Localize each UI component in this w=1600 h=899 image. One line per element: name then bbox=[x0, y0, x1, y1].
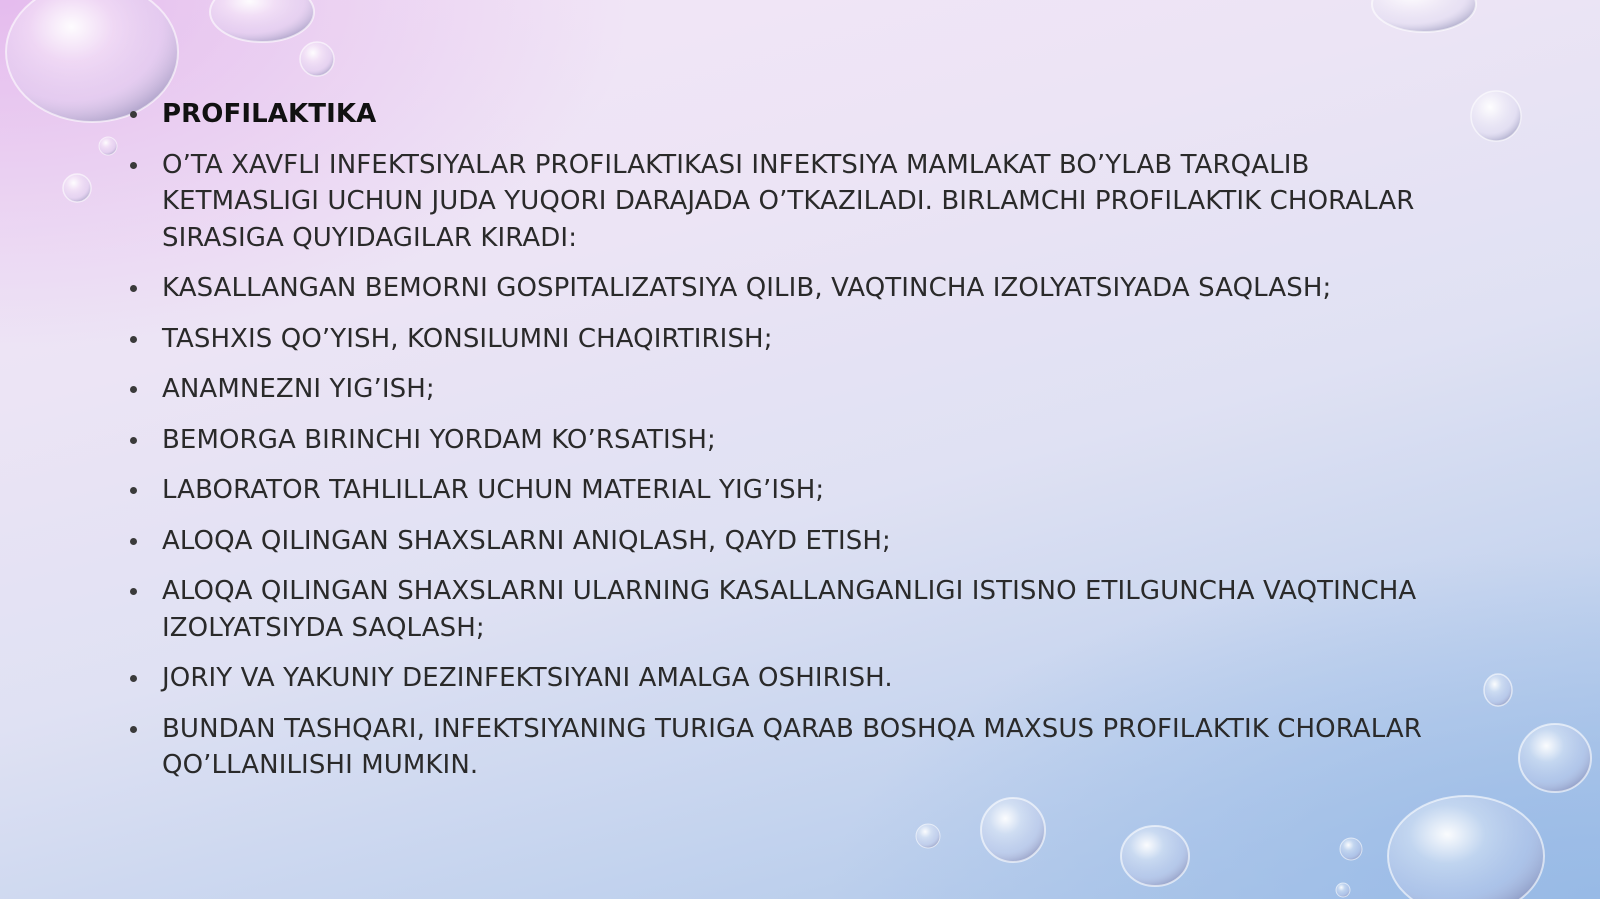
bullet-item bbox=[128, 711, 1468, 784]
bullet-item bbox=[128, 523, 1468, 560]
bullet-text: ANAMNEZNI YIG’ISH; bbox=[162, 374, 435, 404]
bullet-text: LABORATOR TAHLILLAR UCHUN MATERIAL YIG’ISH; bbox=[162, 475, 825, 505]
bullet-dot-icon bbox=[130, 675, 137, 682]
bullet-item bbox=[128, 321, 1468, 358]
bullet-text: TASHXIS QO’YISH, KONSILUMNI CHAQIRTIRISH; bbox=[162, 323, 773, 354]
bullet-item bbox=[128, 371, 1468, 408]
bullet-dot-icon bbox=[130, 111, 137, 118]
bullet-dot-icon bbox=[130, 336, 137, 343]
bullet-item bbox=[128, 660, 1468, 697]
bullet-text: BEMORGA BIRINCHI YORDAM KO’RSATISH; bbox=[162, 424, 716, 455]
bullet-text: ALOQA QILINGAN SHAXSLARNI ULARNING KASALLANGANLIGI ISTISNO ETILGUNCHA VAQTINCHA IZOLYATSIYDA SAQLASH; bbox=[162, 576, 1417, 643]
bullet-dot-icon bbox=[130, 538, 137, 545]
bullet-dot-icon bbox=[130, 487, 137, 494]
bullet-text: PROFILAKTIKA bbox=[162, 99, 377, 129]
bullet-list bbox=[128, 96, 1468, 784]
bullet-item bbox=[128, 422, 1468, 459]
bullet-dot-icon bbox=[130, 162, 137, 169]
slide-heading-item bbox=[128, 96, 1468, 133]
bullet-item bbox=[128, 472, 1468, 509]
bullet-text: BUNDAN TASHQARI, INFEKTSIYANING TURIGA QARAB BOSHQA MAXSUS PROFILAKTIK CHORALAR QO’LLANILISHI MUMKIN. bbox=[162, 713, 1422, 780]
bullet-text: KASALLANGAN BEMORNI GOSPITALIZATSIYA QILIB, VAQTINCHA IZOLYATSIYADA SAQLASH; bbox=[162, 273, 1332, 303]
bullet-item bbox=[128, 573, 1468, 646]
bullet-item bbox=[128, 270, 1468, 307]
slide-content bbox=[128, 96, 1468, 798]
bullet-text: ALOQA QILINGAN SHAXSLARNI ANIQLASH, QAYD ETISH; bbox=[162, 525, 891, 556]
bullet-dot-icon bbox=[130, 285, 137, 292]
bullet-text: O’TA XAVFLI INFEKTSIYALAR PROFILAKTIKASI INFEKTSIYA MAMLAKAT BO’YLAB TARQALIB KETMASLIGI UCHUN JUDA YUQORI DARAJADA O’TKAZILADI. BIRLAMCHI PROFILAKTIK CHORALAR SIRASIGA QUYIDAGILAR KIRADI: bbox=[162, 149, 1415, 253]
bullet-item bbox=[128, 147, 1468, 257]
bullet-dot-icon bbox=[130, 588, 137, 595]
bullet-text: JORIY VA YAKUNIY DEZINFEKTSIYANI AMALGA OSHIRISH. bbox=[162, 663, 893, 693]
bullet-dot-icon bbox=[130, 386, 137, 393]
bullet-dot-icon bbox=[130, 726, 137, 733]
bullet-dot-icon bbox=[130, 437, 137, 444]
